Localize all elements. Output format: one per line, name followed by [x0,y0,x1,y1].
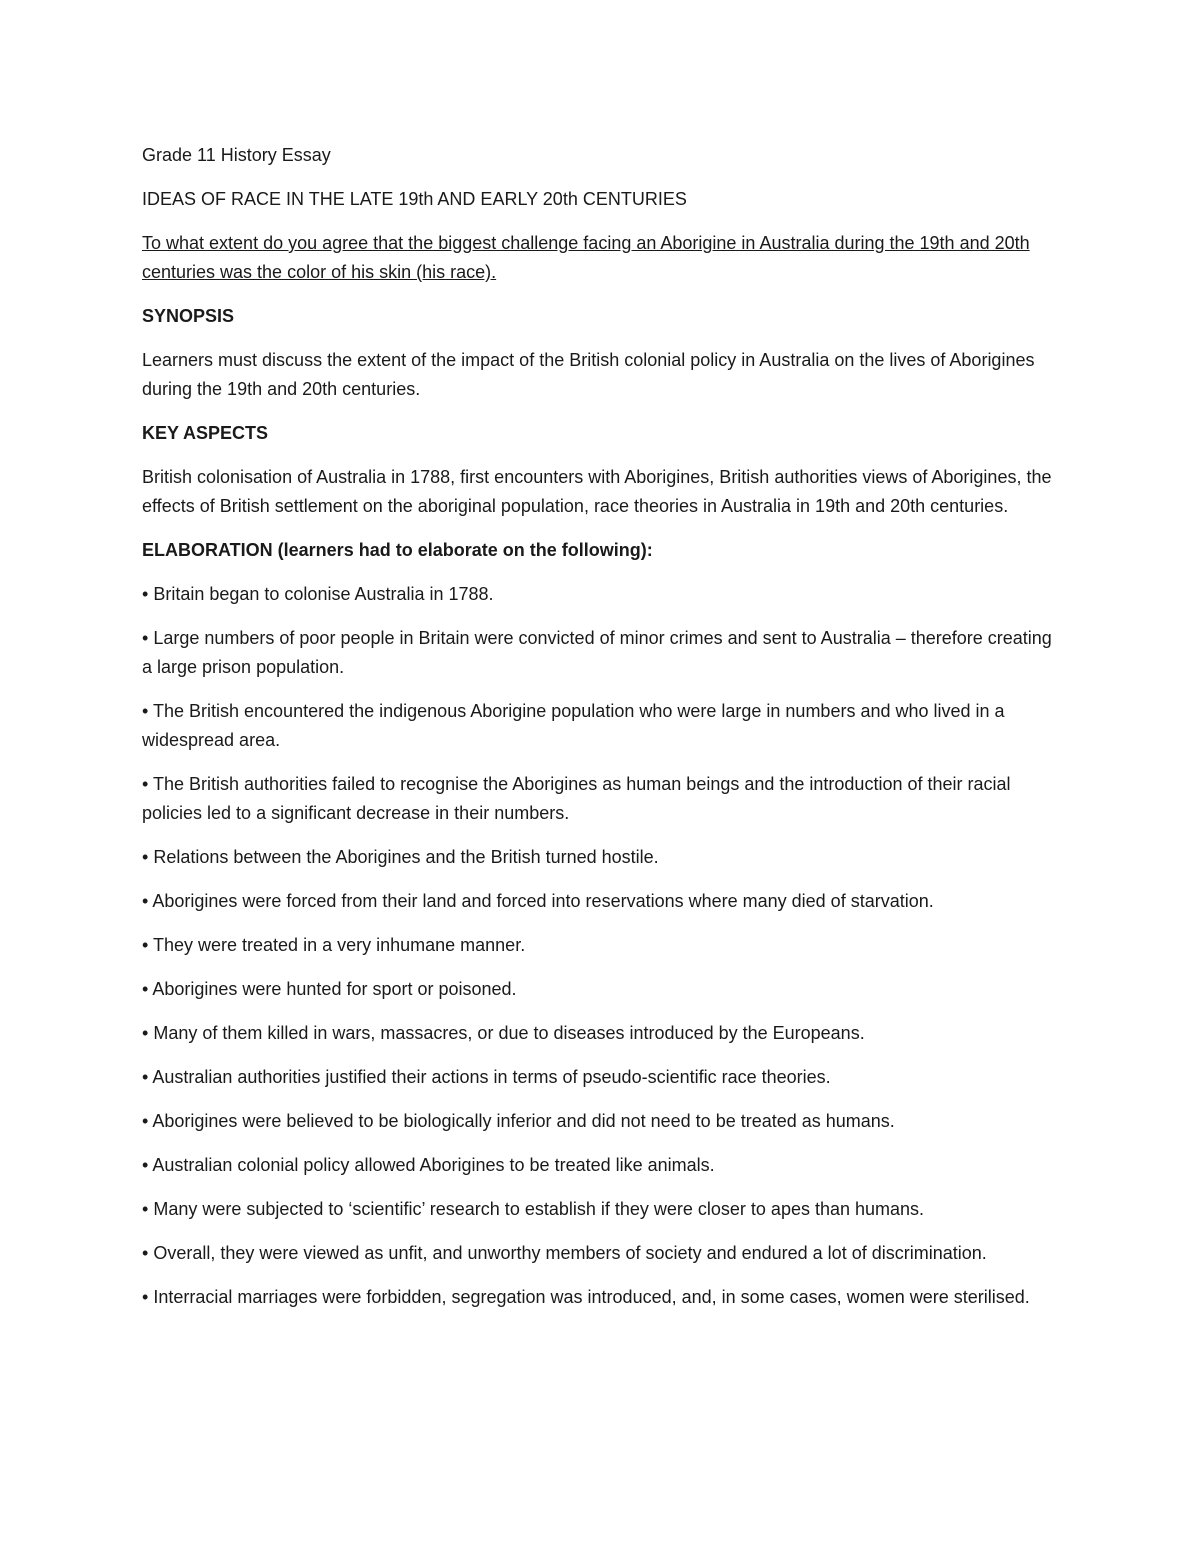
bullet-icon: • [142,891,149,911]
bullet-icon: • [142,979,149,999]
list-item [142,887,1062,916]
list-item [142,975,1062,1004]
bullet-icon: • [142,1111,149,1131]
list-item [142,1107,1062,1136]
essay-topic: IDEAS OF RACE IN THE LATE 19th AND EARLY 20th CENTURIES [142,189,687,209]
list-item [142,931,1062,960]
bullet-icon: • [142,847,149,867]
bullet-icon: • [142,1199,149,1219]
list-item-text: Interracial marriages were forbidden, segregation was introduced, and, in some cases, women were sterilised. [153,1287,1030,1307]
list-item [142,843,1062,872]
list-item [142,770,1062,828]
synopsis-heading: SYNOPSIS [142,306,235,326]
list-item [142,624,1062,682]
bullet-icon: • [142,584,149,604]
bullet-icon: • [142,774,149,794]
bullet-icon: • [142,1155,149,1175]
list-item-text: Aborigines were forced from their land and forced into reservations where many died of starvation. [152,891,934,911]
list-item [142,1063,1062,1092]
list-item-text: Aborigines were believed to be biologically inferior and did not need to be treated as humans. [152,1111,895,1131]
essay-question: To what extent do you agree that the biggest challenge facing an Aborigine in Australia during the 19th and 20th centuries was the color of his skin (his race). [142,233,1030,282]
bullet-icon: • [142,935,149,955]
list-item-text: Many were subjected to ‘scientific’ research to establish if they were closer to apes than humans. [153,1199,925,1219]
list-item-text: Overall, they were viewed as unfit, and unworthy members of society and endured a lot of discrimination. [153,1243,987,1263]
list-item [142,580,1062,609]
list-item-text: Britain began to colonise Australia in 1788. [153,584,494,604]
bullet-icon: • [142,1243,149,1263]
list-item-text: They were treated in a very inhumane manner. [153,935,526,955]
synopsis-text: Learners must discuss the extent of the impact of the British colonial policy in Australia on the lives of Aborigines during the 19th and 20th centuries. [142,350,1035,399]
key-aspects-text: British colonisation of Australia in 1788, first encounters with Aborigines, British authorities views of Aborigines, the effects of British settlement on the aboriginal population, race theories in Australia in 19th and 20th centuries. [142,467,1052,516]
list-item-text: Large numbers of poor people in Britain were convicted of minor crimes and sent to Australia – therefore creating a large prison population. [142,628,1052,677]
list-item-text: Many of them killed in wars, massacres, or due to diseases introduced by the Europeans. [153,1023,865,1043]
list-item [142,1283,1062,1312]
list-item [142,697,1062,755]
document-header: Grade 11 History Essay [142,145,331,165]
list-item-text: The British encountered the indigenous Aborigine population who were large in numbers and who lived in a widespread area. [142,701,1005,750]
document-page [142,141,1062,1327]
list-item [142,1195,1062,1224]
bullet-icon: • [142,628,149,648]
list-item-text: Australian colonial policy allowed Aborigines to be treated like animals. [152,1155,715,1175]
list-item [142,1019,1062,1048]
bullet-icon: • [142,1023,149,1043]
elaboration-list [142,580,1062,1312]
list-item-text: Australian authorities justified their actions in terms of pseudo-scientific race theories. [152,1067,831,1087]
list-item-text: Relations between the Aborigines and the British turned hostile. [153,847,659,867]
list-item [142,1239,1062,1268]
key-aspects-heading: KEY ASPECTS [142,423,269,443]
bullet-icon: • [142,1067,149,1087]
elaboration-heading: ELABORATION (learners had to elaborate on the following): [142,540,653,560]
bullet-icon: • [142,1287,149,1307]
bullet-icon: • [142,701,149,721]
list-item-text: The British authorities failed to recognise the Aborigines as human beings and the introduction of their racial policies led to a significant decrease in their numbers. [142,774,1011,823]
list-item-text: Aborigines were hunted for sport or poisoned. [152,979,517,999]
list-item [142,1151,1062,1180]
